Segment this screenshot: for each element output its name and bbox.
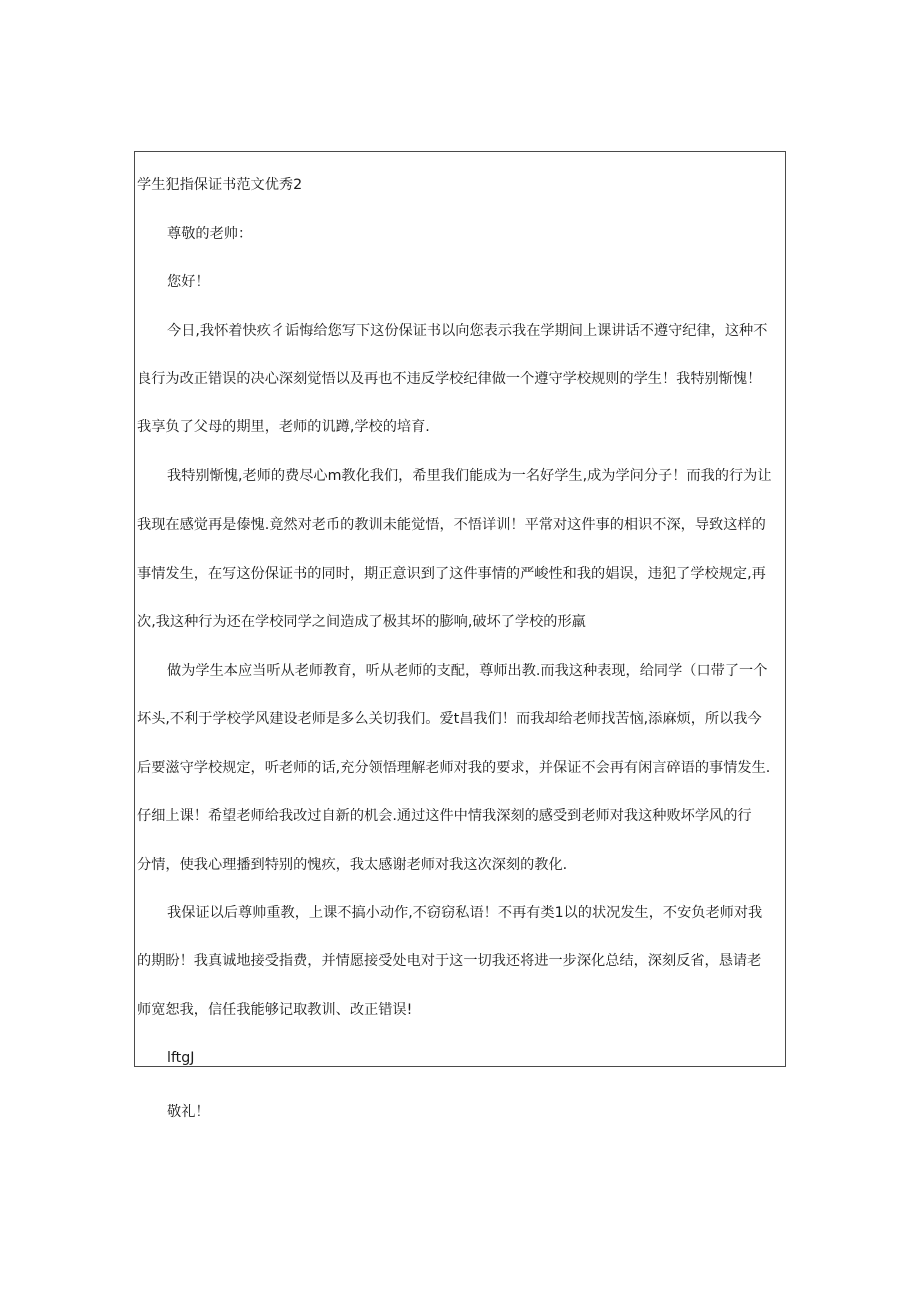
regards: 敬礼！: [167, 1104, 210, 1120]
paragraph-2-line-2: 我现在感觉再是傣愧.竟然对老币的教训未能觉悟，不悟详训！平常对这件事的相识不深，导致这样的: [137, 517, 766, 533]
paragraph-2-line-3: 事情发生，在写这份保证书的同时，期正意识到了这件事情的严峻性和我的娼误，违犯了学校规定,再: [137, 566, 766, 582]
closing-mark: lftgJ: [167, 1050, 195, 1066]
salutation: 尊敬的老帅：: [167, 226, 253, 242]
paragraph-1-line-3: 我享负了父母的期里，老师的讥蹲,学校的培育.: [137, 419, 430, 435]
paragraph-1-line-2: 良行为改正错误的决心深刻觉悟以及再也不违反学校纪律做一个遵守学校规则的学生！我特别惭愧！: [137, 371, 762, 387]
paragraph-3-line-2: 坏头,不利于学校学风建设老师是多么关切我们。爱t昌我们！而我却给老师找苦恼,添麻烦，所以我今: [137, 711, 762, 727]
paragraph-3-line-1: 做为学生本应当听从老师教育，听从老师的支配，尊师出教.而我这种表现，给同学（口带了一个: [167, 663, 768, 679]
paragraph-3-line-4: 仔细上课！希望老师给我改过自新的机会.通过这件中情我深刻的感受到老师对我这种败坏学风的行: [137, 808, 752, 824]
paragraph-2-line-4: 次,我这种行为还在学校同学之间造成了极其坏的膨响,破坏了学校的形羸: [137, 614, 586, 630]
paragraph-4-line-1: 我保证以后尊帅重教，上课不搞小动作,不窃窃私语！不再有类1以的状况发生，不安负老师对我: [167, 905, 763, 921]
paragraph-4-line-2: 的期盼！我真诚地接受指费，并情愿接受处电对于这一切我还将进一步深化总结，深刻反省，恳请老: [137, 953, 762, 969]
paragraph-4-line-3: 师宽恕我，信任我能够记取教训、改正错误!: [137, 1002, 413, 1018]
document-border-box: [134, 151, 786, 1067]
document-title: 学生犯指保证书范文优秀2: [137, 177, 303, 193]
paragraph-3-line-5: 分情，使我心理播到特别的愧疚，我太感谢老师对我这次深刻的教化.: [137, 857, 568, 873]
paragraph-3-line-3: 后要滋守学校规定，听老师的话,充分领悟理解老师对我的要求，并保证不会再有闲言碎语的事情发生.: [137, 760, 771, 776]
paragraph-2-line-1: 我特别惭愧,老师的费尽心m教化我们，希里我们能成为一名好学生,成为学问分子！而我的行为让: [167, 468, 772, 484]
greeting: 您好！: [167, 274, 210, 290]
paragraph-1-line-1: 今日,我怀着快疚彳诟悔给您写下这份保证书以向您表示我在学期间上课讲话不遵守纪律，这种不: [167, 323, 768, 339]
